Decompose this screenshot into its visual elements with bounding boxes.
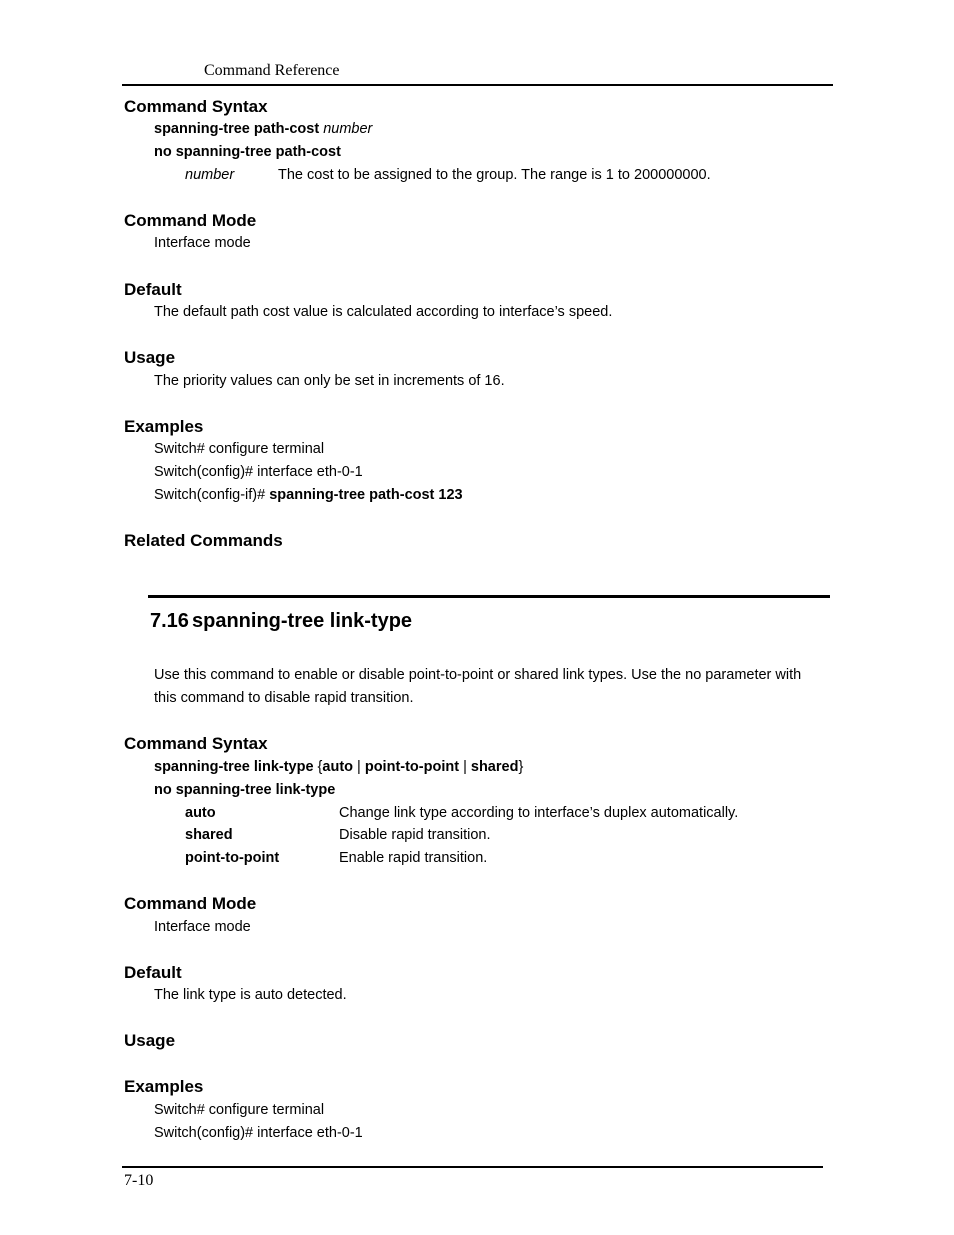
example-command: spanning-tree path-cost 123: [269, 487, 463, 503]
section-rule: [148, 595, 830, 598]
syntax-heading-2: Command Syntax: [124, 734, 268, 753]
intro-line-2: this command to disable rapid transition.: [154, 690, 414, 706]
brace-close: }: [518, 759, 524, 775]
running-header: Command Reference: [204, 62, 340, 79]
section-name: spanning-tree link-type: [192, 610, 413, 632]
example-line-4: Switch# configure terminal: [154, 1102, 325, 1118]
usage-text: The priority values can only be set in increments of 16.: [154, 373, 505, 389]
param-name-auto: auto: [185, 805, 216, 821]
param-desc-auto: Change link type according to interface’s duplex automatically.: [339, 805, 739, 821]
syntax-argument: number: [323, 121, 373, 137]
syntax-command-2: spanning-tree link-type: [154, 759, 314, 775]
option-auto: auto: [322, 759, 354, 775]
param-description: The cost to be assigned to the group. The range is 1 to 200000000.: [278, 167, 711, 183]
example-line-5: Switch(config)# interface eth-0-1: [154, 1125, 363, 1141]
page-number: 7-10: [124, 1172, 154, 1189]
syntax-line-3: [154, 759, 523, 775]
default-text-2: The link type is auto detected.: [154, 987, 347, 1003]
example-line-1: Switch# configure terminal: [154, 441, 325, 457]
section-title: [150, 610, 412, 633]
related-commands-heading: Related Commands: [124, 531, 283, 550]
separator-2: |: [459, 759, 471, 775]
param-desc-point-to-point: Enable rapid transition.: [339, 850, 488, 866]
section-number: 7.16: [150, 610, 189, 632]
option-point-to-point: point-to-point: [364, 759, 460, 775]
default-heading-2: Default: [124, 963, 182, 982]
param-name-point-to-point: point-to-point: [185, 850, 280, 866]
syntax-line-1: [154, 121, 372, 137]
syntax-line-4: no spanning-tree link-type: [154, 782, 336, 798]
param-name: number: [185, 167, 235, 183]
usage-heading-2: Usage: [124, 1031, 176, 1050]
header-rule: [122, 84, 833, 86]
examples-heading-2: Examples: [124, 1077, 204, 1096]
examples-heading: Examples: [124, 417, 204, 436]
footer-rule: [122, 1166, 823, 1168]
example-prompt: Switch(config-if)#: [154, 487, 270, 503]
separator-1: |: [353, 759, 365, 775]
mode-heading: Command Mode: [124, 211, 257, 230]
param-desc-shared: Disable rapid transition.: [339, 827, 491, 843]
default-text: The default path cost value is calculated according to interface’s speed.: [154, 304, 613, 320]
mode-text-2: Interface mode: [154, 919, 251, 935]
mode-heading-2: Command Mode: [124, 894, 257, 913]
param-name-shared: shared: [185, 827, 233, 843]
mode-text: Interface mode: [154, 235, 251, 251]
example-line-3: [154, 487, 463, 503]
syntax-command: spanning-tree path-cost: [154, 121, 320, 137]
syntax-line-2: no spanning-tree path-cost: [154, 144, 341, 160]
syntax-heading: Command Syntax: [124, 97, 268, 116]
option-shared: shared: [470, 759, 519, 775]
default-heading: Default: [124, 280, 182, 299]
example-line-2: Switch(config)# interface eth-0-1: [154, 464, 363, 480]
intro-line-1: Use this command to enable or disable point-to-point or shared link types. Use the no parameter with: [154, 667, 802, 683]
usage-heading: Usage: [124, 348, 176, 367]
brace-open: {: [313, 759, 323, 775]
